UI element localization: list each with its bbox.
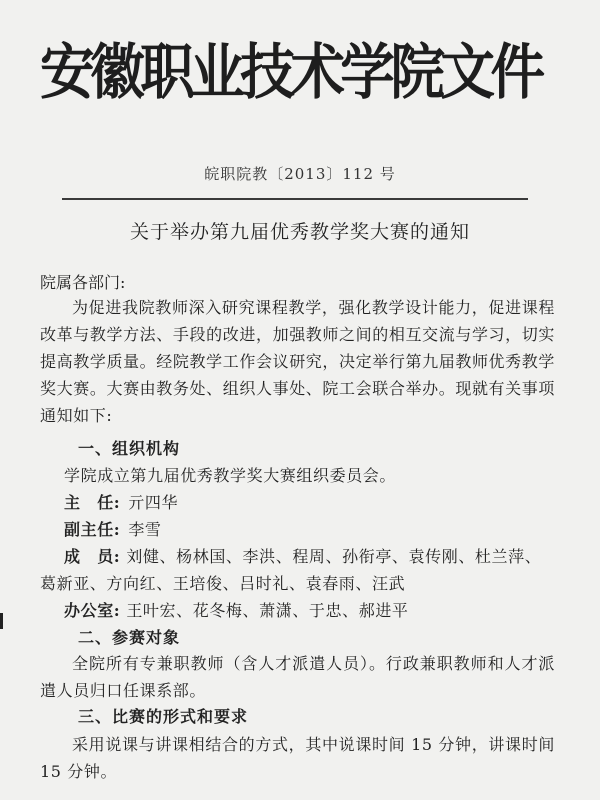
org-document-title: 安徽职业技术学院文件 <box>40 38 541 108</box>
section-3-heading: 三、比赛的形式和要求 <box>78 707 249 726</box>
notice-title: 关于举办第九届优秀教学奖大赛的通知 <box>129 221 470 243</box>
office-names: 王叶宏、花冬梅、萧潇、于忠、郝进平 <box>126 601 409 620</box>
section-2-heading: 二、参赛对象 <box>78 628 181 647</box>
deputy-label: 副主任: <box>64 520 121 539</box>
recipient-line: 院属各部门: <box>40 273 126 292</box>
director-label: 主 任: <box>64 493 121 512</box>
members-line <box>64 544 541 567</box>
header-divider <box>62 198 528 200</box>
members-names-1: 刘健、杨林国、李洪、程周、孙衔亭、袁传刚、杜兰萍、 <box>126 547 542 566</box>
office-label: 办公室: <box>64 601 121 620</box>
members-line-2 <box>40 571 405 594</box>
intro-text: 为促进我院教师深入研究课程教学，强化教学设计能力，促进课程改革与教学方法、手段的改进，加强教师之间的相互交流与学习，切实提高教学质量。经院教学工作会议研究，决定举行第九届教师优秀教学奖大赛。大赛由教务处、组织人事处、院工会联合举办。现就有关事项通知如下: <box>40 298 555 425</box>
intro-paragraph <box>40 294 555 429</box>
section-2-text: 全院所有专兼职教师（含人才派遣人员）。行政兼职教师和人才派遣人员归口任课系部。 <box>40 654 555 700</box>
members-names-2: 葛新亚、方向红、王培俊、吕时礼、袁春雨、汪武 <box>40 574 406 593</box>
office-line <box>64 598 409 621</box>
deputy-line <box>64 517 162 540</box>
committee-text: 学院成立第九届优秀教学奖大赛组织委员会。 <box>64 466 397 485</box>
document-number: 皖职院教〔2013〕112 号 <box>204 165 396 183</box>
director-line <box>64 490 178 513</box>
scan-edge-mark <box>0 613 3 629</box>
members-label: 成 员: <box>64 547 121 566</box>
section-2-paragraph <box>40 650 555 704</box>
committee-statement <box>64 463 396 486</box>
director-name: 亓四华 <box>128 493 179 512</box>
section-1-heading: 一、组织机构 <box>78 439 181 458</box>
section-3-text: 采用说课与讲课相结合的方式，其中说课时间 15 分钟，讲课时间 15 分钟。 <box>40 735 555 781</box>
section-3-paragraph <box>40 731 555 785</box>
deputy-name: 李雪 <box>128 520 162 539</box>
